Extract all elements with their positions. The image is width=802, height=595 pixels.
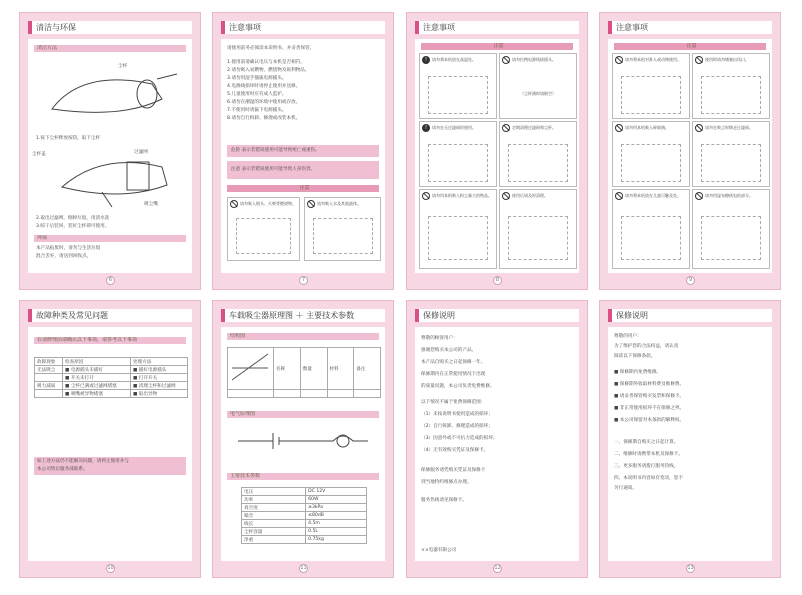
table-cell: ■ 清理尘杯和过滤网 [131,382,188,390]
table-cell: 吸力减弱 [35,382,63,390]
param-name: 功率 [242,496,306,504]
caution-cell [227,197,300,261]
body-line: ■ 保修期内免费维修。 [614,370,662,375]
footer-note [34,457,186,475]
greeting: 尊敬的顾客用户： [421,336,458,341]
section-bar: 结构图 [227,333,379,340]
caution-cell [612,189,690,269]
page-warranty-1 [406,300,588,578]
content-panel [28,327,192,561]
param-name: 尘杯容量 [242,528,306,536]
illustration [428,144,488,182]
illustration [428,216,488,260]
illustration [428,76,488,114]
content-panel [221,39,385,273]
table-cell: ■ 开关未打开 [63,374,131,382]
body-line: 服务热线请见保修卡。 [421,498,467,503]
section-bar: 清洁方法 [34,45,186,52]
content-panel [221,327,385,561]
note-item: 2.请勿吸入易燃物、燃烧物及锐利物品。 [227,68,310,73]
warning-box [227,145,379,157]
body-line: 阅读以下保修条款。 [614,354,656,359]
step-text: 1.按下尘杯释放按钮，取下尘杯 [36,136,101,141]
caution-cell [692,121,770,187]
prohibit-icon [422,192,430,200]
body-line: 本产品自购买之日起保修一年。 [421,360,486,365]
prohibit-icon [502,56,510,64]
body-line: 另行通知。 [614,486,637,491]
caution-cell [419,189,497,269]
page-title: 车载吸尘器原理图 ＋ 主要技术参数 [221,309,385,322]
page-number: 7 [299,276,308,285]
caution-text: 请勿吸入烟头、火柴等燃烧物。 [240,201,296,206]
col-header: 故障现象 [35,358,63,366]
param-value: ≤80dB [306,512,367,520]
caution-cell [304,197,381,261]
page-title: 保修说明 [415,309,579,322]
note-item: 7.不使用时请拔下电源插头。 [227,108,287,113]
table-cell [354,390,381,398]
section-bar: 环保 [34,235,186,242]
note-item: 3.请勿用湿手插拔电源插头。 [227,76,287,81]
body-line: 一、保修期自购买之日起计算。 [614,440,679,445]
page-title: 清洁与环保 [28,21,192,34]
params-table [241,487,367,544]
body-line: ■ 本公司保留对本条款的解释权。 [614,418,685,423]
page-number: 13 [687,565,694,571]
warning-icon: ! [422,56,430,64]
env-text: 混合丢弃，请送到回收点。 [36,254,92,259]
trouble-table [34,357,188,398]
table-cell [35,374,63,382]
prohibit-icon [615,56,623,64]
circuit-diagram [233,423,373,459]
page-notes-3 [599,12,781,290]
caution-text: 使用时请勿堵塞出风口。 [705,57,749,62]
param-name: 真空度 [242,504,306,512]
vacuum-illustration-2 [42,147,182,209]
prohibit-icon [695,192,703,200]
prohibit-icon [502,124,510,132]
body-line: 保修服务请凭购买凭证及保修卡 [421,468,486,473]
warning-icon: ! [422,124,430,132]
intro-text: 请使用前务必阅读本说明书，并妥善保管。 [227,46,315,51]
page-title: 保修说明 [608,309,772,322]
caution-text: 请勿用湿布擦拭电机部分。 [705,193,753,198]
content-panel [28,39,192,273]
body-line: （1）未按说明书使用造成的损坏； [421,412,493,417]
table-cell [300,390,327,398]
col-header: 检查原因 [63,358,131,366]
page-schematic [212,300,394,578]
label-c: 吸尘嘴 [144,202,158,207]
table-cell: ■ 吸嘴被异物堵塞 [63,390,131,398]
caution-cell [499,121,577,187]
table-cell: ■ 电源插头未插好 [63,366,131,374]
env-text: 本产品报废时，请勿与生活垃圾 [36,246,101,251]
page-title: 注意事项 [221,21,385,34]
table-cell [35,390,63,398]
page-number: 6 [106,276,115,285]
page-warranty-2 [599,300,781,578]
illustration [236,218,291,254]
step-text: 3.晾干后装回，装好尘杯即可使用。 [36,224,110,229]
page-title: 注意事项 [415,21,579,34]
content-panel [608,327,772,561]
content-panel [608,39,772,273]
caution-text: 定期清理过滤网和尘杯。 [512,125,556,130]
caution-cell [692,189,770,269]
caution-cell [419,121,497,187]
col-header: 名称 [274,348,301,390]
label-a: 尘杯盖 [32,152,46,157]
table-cell: ■ 尘杯已满或过滤网堵塞 [63,382,131,390]
body-line: ■ 请妥善保管购买发票和保修卡。 [614,394,685,399]
footer-text: 如上述方法仍不能解决问题，请停止使用并与 [37,459,129,464]
warning-text: 注意 表示若错误使用可能导致人身伤害。 [231,167,316,172]
col-header: 数量 [300,348,327,390]
body-line: 为了维护您的合法权益，请认真 [614,344,679,349]
caution-cell [419,53,497,119]
illustration [701,144,761,182]
body-line: （2）自行拆卸、修理造成的损坏； [421,424,493,429]
caution-bar: 注意 [227,185,379,192]
table-cell: ■ 取出异物 [131,390,188,398]
caution-text: 请勿在无过滤网时使用。 [432,125,476,130]
content-panel [415,39,579,273]
content-panel [415,327,579,561]
illustration [621,216,681,260]
page-troubleshooting [19,300,201,578]
caution-text: 请勿用本机吸入碎玻璃。 [625,125,669,130]
page-number: 11 [300,565,307,571]
footer-text: 本公司售后服务部联系。 [37,467,88,472]
note-item: 6.请勿在潮湿的环境中使用或存放。 [227,100,301,105]
caution-text: 请勿拉拽电源线拔插头。 [512,57,556,62]
caution-text: 请勿在吸尘时移走过滤网。 [705,125,753,130]
table-cell: ■ 插好电源插头 [131,366,188,374]
prohibit-icon [695,56,703,64]
step-text: 2.取出过滤网，倒掉垃圾，用清水洗 [36,216,110,221]
table-cell [228,390,274,398]
section-bar: 电气原理图 [227,411,379,418]
table-cell: ■ 打开开关 [131,374,188,382]
body-line: 以下情况不属于免费保修范围： [421,400,486,405]
page-notes-1 [212,12,394,290]
note-text: （尘杯满时请倒空） [520,91,556,96]
diagram-cell [228,348,274,390]
prohibit-icon [230,200,238,208]
prohibit-icon [502,192,510,200]
param-value: 60W [306,496,367,504]
caution-bar: 注意 [421,43,573,50]
body-line: ■ 保修期外收取材料费及维修费。 [614,382,685,387]
caution-cell [499,53,577,119]
body-line: （4）无有效购买凭证及保修卡。 [421,448,489,453]
section-bar: 主要技术参数 [227,473,379,480]
diagram-lines [230,350,270,386]
structure-table [227,347,381,398]
col-header: 材料 [327,348,354,390]
caution-cell [612,121,690,187]
body-line: 三、更多服务请拨打服务热线。 [614,464,679,469]
page-number: 12 [494,565,501,571]
page-title: 注意事项 [608,21,772,34]
body-line: 到当地特约维修点办理。 [421,480,472,485]
page-cleaning [19,12,201,290]
prohibit-icon [307,200,315,208]
illustration [508,216,568,260]
col-header: 处理方法 [131,358,188,366]
page-notes-2 [406,12,588,290]
illustration [313,218,373,254]
table-cell [327,390,354,398]
body-line: 的质量问题，本公司负责免费维修。 [421,384,495,389]
page-number: 8 [493,276,502,285]
caution-bar: 注意 [614,43,766,50]
body-line: 四、本说明书内容如有变动，恕不 [614,476,683,481]
page-title: 故障种类及常见问题 [28,309,192,322]
warning-box [227,161,379,179]
caution-text: 请勿将本机对准人或动物使用。 [625,57,681,62]
body-line: ■ 非正常使用损坏不在保修之列。 [614,406,685,411]
vacuum-illustration-1 [42,59,182,129]
caution-cell [499,189,577,269]
param-value: 4.5m [306,520,367,528]
caution-text: 请勿吸入水及其他液体。 [317,201,361,206]
param-value: ≥3kPa [306,504,367,512]
caution-cell [612,53,690,119]
caution-cell [692,53,770,119]
table-cell [274,390,301,398]
body-line: 二、维修时请携带本机及保修卡。 [614,452,683,457]
illustration [621,144,681,182]
prohibit-icon [615,192,623,200]
body-line: 保修期内在正常使用情况下出现 [421,372,486,377]
note-item: 1.使用前请确认电压与本机是否相符。 [227,60,305,65]
caution-text: 请勿将本机放在儿童可触及处。 [625,193,681,198]
page-number: 9 [686,276,695,285]
caution-text: 使用后请及时清理。 [512,193,548,198]
body-line: 尊敬的用户： [614,334,642,339]
caution-text: 请勿将本机放在高温处。 [432,57,476,62]
param-value: 0.75kg [306,536,367,544]
page-number: 10 [107,565,114,571]
caution-text: 请勿用本机吸入粉尘量大的物品。 [432,193,492,198]
param-value: DC 12V [306,488,367,496]
prohibit-icon [615,124,623,132]
prohibit-icon [695,124,703,132]
param-name: 噪音 [242,512,306,520]
col-header: 备注 [354,348,381,390]
param-name: 电压 [242,488,306,496]
illustration [701,76,761,114]
note-item: 4.电源线损坏时请停止使用并送修。 [227,84,301,89]
note-item: 5.儿童使用时应有成人监护。 [227,92,287,97]
param-value: 0.5L [306,528,367,536]
param-name: 线长 [242,520,306,528]
body-line: 感谢您购买本公司的产品。 [421,348,477,353]
note-item: 8.请勿自行拆卸、修理或改装本机。 [227,116,301,121]
illustration [701,216,761,260]
body-line: （3）因意外或不可抗力造成的损坏； [421,436,498,441]
illustration [508,144,568,182]
param-name: 净重 [242,536,306,544]
company-name: ××电器有限公司 [421,548,457,553]
illustration [621,76,681,114]
section-bar: 在请修理前请确认以下事项，请参考以下事项 [34,337,186,344]
warning-text: 危险 表示若错误使用可能导致死亡或重伤。 [231,148,320,153]
label-b: 过滤网 [134,150,148,155]
label-dust: 尘杯 [118,64,128,69]
table-cell: 无法吸尘 [35,366,63,374]
